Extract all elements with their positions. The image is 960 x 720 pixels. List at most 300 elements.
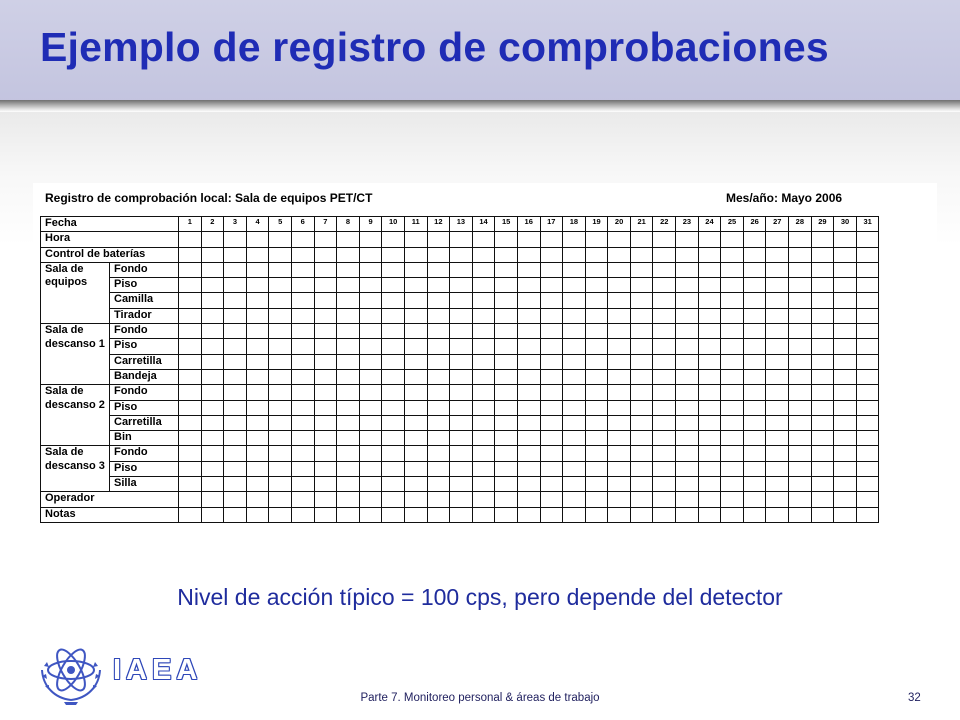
day-cell [585, 507, 608, 522]
day-cell [291, 308, 314, 323]
operador-label: Operador [41, 492, 179, 507]
day-cell [359, 492, 382, 507]
day-number: 16 [517, 217, 540, 232]
day-cell [608, 339, 631, 354]
day-cell [246, 354, 269, 369]
day-cell [563, 232, 586, 247]
day-cell [224, 232, 247, 247]
day-cell [291, 339, 314, 354]
day-cell [789, 385, 812, 400]
day-cell [834, 385, 857, 400]
day-cell [404, 507, 427, 522]
day-cell [382, 308, 405, 323]
day-cell [472, 232, 495, 247]
day-cell [450, 415, 473, 430]
day-cell [630, 262, 653, 277]
day-cell [291, 415, 314, 430]
day-cell [450, 262, 473, 277]
day-cell [834, 308, 857, 323]
day-cell [856, 477, 879, 492]
day-cell [585, 339, 608, 354]
day-cell [721, 477, 744, 492]
day-cell [789, 324, 812, 339]
day-cell [382, 507, 405, 522]
day-cell [246, 324, 269, 339]
day-cell [766, 293, 789, 308]
day-cell [585, 262, 608, 277]
day-cell [540, 492, 563, 507]
day-cell [540, 247, 563, 262]
day-cell [563, 477, 586, 492]
day-cell [540, 232, 563, 247]
footer-text: Parte 7. Monitoreo personal & áreas de trabajo [360, 692, 600, 704]
day-cell [811, 324, 834, 339]
day-cell [337, 415, 360, 430]
day-cell [789, 339, 812, 354]
day-cell [472, 354, 495, 369]
day-cell [269, 262, 292, 277]
day-cell [563, 247, 586, 262]
control-baterias-row [41, 247, 879, 262]
day-cell [427, 324, 450, 339]
day-cell [585, 431, 608, 446]
day-cell [291, 369, 314, 384]
day-cell [721, 431, 744, 446]
day-cell [337, 354, 360, 369]
day-cell [382, 385, 405, 400]
day-cell [608, 400, 631, 415]
day-cell [766, 354, 789, 369]
slide-title: Ejemplo de registro de comprobaciones [40, 24, 829, 70]
day-cell [811, 293, 834, 308]
day-cell [766, 247, 789, 262]
day-cell [472, 308, 495, 323]
day-cell [811, 262, 834, 277]
day-cell [179, 461, 202, 476]
check-row [41, 293, 879, 308]
day-cell [540, 385, 563, 400]
check-log-form [33, 183, 937, 533]
day-number: 14 [472, 217, 495, 232]
day-cell [246, 278, 269, 293]
day-cell [540, 354, 563, 369]
day-cell [743, 400, 766, 415]
day-cell [179, 477, 202, 492]
day-cell [495, 477, 518, 492]
day-cell [291, 492, 314, 507]
day-cell [246, 400, 269, 415]
day-cell [224, 354, 247, 369]
day-cell [698, 308, 721, 323]
day-cell [450, 324, 473, 339]
day-cell [291, 385, 314, 400]
day-cell [201, 507, 224, 522]
day-cell [653, 262, 676, 277]
day-cell [721, 354, 744, 369]
day-cell [676, 477, 699, 492]
day-cell [472, 262, 495, 277]
day-cell [224, 339, 247, 354]
day-cell [246, 247, 269, 262]
check-row [41, 400, 879, 415]
day-cell [179, 232, 202, 247]
day-cell [314, 339, 337, 354]
day-cell [766, 446, 789, 461]
day-cell [269, 492, 292, 507]
day-cell [789, 247, 812, 262]
day-cell [721, 369, 744, 384]
day-cell [563, 507, 586, 522]
day-number: 5 [269, 217, 292, 232]
day-cell [427, 293, 450, 308]
day-cell [337, 308, 360, 323]
day-cell [698, 354, 721, 369]
day-cell [721, 278, 744, 293]
operador-row [41, 492, 879, 507]
day-cell [585, 400, 608, 415]
day-cell [427, 369, 450, 384]
day-cell [608, 278, 631, 293]
day-number: 27 [766, 217, 789, 232]
day-cell [811, 354, 834, 369]
day-cell [856, 278, 879, 293]
day-cell [179, 385, 202, 400]
day-cell [495, 247, 518, 262]
day-cell [789, 369, 812, 384]
day-cell [404, 293, 427, 308]
day-cell [382, 278, 405, 293]
day-cell [698, 293, 721, 308]
day-cell [676, 293, 699, 308]
day-cell [585, 446, 608, 461]
check-item-label: Carretilla [110, 354, 179, 369]
day-cell [450, 492, 473, 507]
check-item-label: Piso [110, 400, 179, 415]
day-cell [246, 507, 269, 522]
day-cell [427, 354, 450, 369]
day-cell [653, 415, 676, 430]
day-cell [314, 446, 337, 461]
day-cell [856, 507, 879, 522]
day-cell [201, 461, 224, 476]
day-cell [517, 400, 540, 415]
day-cell [563, 262, 586, 277]
day-number: 30 [834, 217, 857, 232]
day-cell [608, 232, 631, 247]
day-cell [291, 247, 314, 262]
day-cell [676, 247, 699, 262]
day-cell [698, 400, 721, 415]
day-cell [224, 278, 247, 293]
day-cell [517, 324, 540, 339]
day-cell [721, 232, 744, 247]
day-cell [834, 293, 857, 308]
day-cell [450, 354, 473, 369]
day-cell [450, 400, 473, 415]
day-cell [540, 293, 563, 308]
day-cell [201, 385, 224, 400]
day-cell [608, 369, 631, 384]
day-cell [743, 385, 766, 400]
day-cell [382, 324, 405, 339]
check-row [41, 461, 879, 476]
day-cell [676, 431, 699, 446]
day-cell [269, 385, 292, 400]
day-cell [517, 278, 540, 293]
day-cell [404, 477, 427, 492]
day-cell [540, 446, 563, 461]
day-cell [246, 385, 269, 400]
day-cell [495, 293, 518, 308]
day-cell [698, 324, 721, 339]
day-cell [382, 415, 405, 430]
check-row [41, 369, 879, 384]
day-number: 4 [246, 217, 269, 232]
day-cell [766, 431, 789, 446]
check-item-label: Bandeja [110, 369, 179, 384]
day-cell [540, 308, 563, 323]
day-cell [495, 369, 518, 384]
day-cell [698, 492, 721, 507]
page-number: 32 [908, 692, 921, 704]
day-cell [608, 446, 631, 461]
day-cell [517, 354, 540, 369]
day-cell [246, 492, 269, 507]
day-cell [337, 477, 360, 492]
day-cell [811, 415, 834, 430]
day-cell [314, 247, 337, 262]
day-cell [563, 446, 586, 461]
day-cell [856, 431, 879, 446]
day-cell [721, 339, 744, 354]
day-cell [585, 461, 608, 476]
day-cell [766, 262, 789, 277]
day-number: 29 [811, 217, 834, 232]
day-cell [450, 232, 473, 247]
day-cell [337, 262, 360, 277]
day-cell [834, 278, 857, 293]
day-cell [653, 431, 676, 446]
day-cell [743, 324, 766, 339]
day-cell [472, 339, 495, 354]
day-cell [743, 247, 766, 262]
day-cell [789, 461, 812, 476]
form-title: Registro de comprobación local: Sala de equipos PET/CT [45, 191, 373, 205]
day-cell [427, 247, 450, 262]
day-cell [269, 293, 292, 308]
day-cell [766, 507, 789, 522]
day-cell [359, 400, 382, 415]
day-cell [472, 492, 495, 507]
day-cell [450, 461, 473, 476]
day-cell [743, 446, 766, 461]
area-group-label: Sala de descanso 2 [41, 385, 110, 446]
day-cell [246, 477, 269, 492]
day-cell [404, 461, 427, 476]
check-item-label: Fondo [110, 262, 179, 277]
day-cell [517, 293, 540, 308]
day-number: 25 [721, 217, 744, 232]
day-cell [201, 324, 224, 339]
day-cell [563, 308, 586, 323]
day-cell [743, 369, 766, 384]
day-cell [224, 477, 247, 492]
day-cell [721, 262, 744, 277]
day-cell [359, 385, 382, 400]
day-cell [856, 446, 879, 461]
day-cell [314, 507, 337, 522]
day-cell [472, 507, 495, 522]
day-number: 17 [540, 217, 563, 232]
day-cell [495, 431, 518, 446]
day-cell [495, 446, 518, 461]
day-cell [676, 507, 699, 522]
day-cell [630, 369, 653, 384]
day-cell [179, 492, 202, 507]
day-cell [721, 324, 744, 339]
day-cell [495, 507, 518, 522]
day-cell [427, 339, 450, 354]
day-cell [834, 354, 857, 369]
day-cell [630, 354, 653, 369]
day-cell [224, 492, 247, 507]
day-cell [269, 431, 292, 446]
day-cell [834, 324, 857, 339]
check-item-label: Fondo [110, 446, 179, 461]
day-cell [201, 477, 224, 492]
area-group-label: Sala de descanso 3 [41, 446, 110, 492]
day-cell [811, 385, 834, 400]
day-cell [269, 400, 292, 415]
day-cell [472, 400, 495, 415]
day-cell [450, 507, 473, 522]
day-cell [563, 431, 586, 446]
day-cell [427, 415, 450, 430]
day-cell [359, 354, 382, 369]
day-cell [179, 293, 202, 308]
check-row [41, 308, 879, 323]
day-cell [224, 324, 247, 339]
day-cell [224, 415, 247, 430]
fecha-row [41, 217, 879, 232]
day-cell [789, 232, 812, 247]
day-cell [811, 400, 834, 415]
check-row [41, 278, 879, 293]
day-cell [608, 431, 631, 446]
day-cell [743, 262, 766, 277]
day-cell [630, 293, 653, 308]
day-cell [721, 461, 744, 476]
day-cell [743, 293, 766, 308]
day-cell [585, 278, 608, 293]
day-cell [834, 339, 857, 354]
day-cell [201, 446, 224, 461]
day-cell [540, 507, 563, 522]
day-cell [337, 507, 360, 522]
day-cell [269, 247, 292, 262]
day-cell [314, 385, 337, 400]
day-cell [811, 446, 834, 461]
day-cell [608, 293, 631, 308]
day-cell [811, 477, 834, 492]
day-cell [382, 446, 405, 461]
day-cell [743, 431, 766, 446]
day-cell [540, 461, 563, 476]
day-number: 9 [359, 217, 382, 232]
action-level-note: Nivel de acción típico = 100 cps, pero depende del detector [177, 584, 783, 610]
day-cell [359, 278, 382, 293]
day-cell [653, 247, 676, 262]
day-cell [653, 324, 676, 339]
day-cell [179, 415, 202, 430]
day-cell [856, 400, 879, 415]
check-row [41, 477, 879, 492]
day-cell [856, 324, 879, 339]
day-cell [179, 369, 202, 384]
day-cell [721, 247, 744, 262]
day-cell [314, 324, 337, 339]
day-cell [472, 293, 495, 308]
day-cell [698, 461, 721, 476]
day-cell [427, 308, 450, 323]
day-cell [540, 278, 563, 293]
day-cell [427, 477, 450, 492]
day-cell [676, 354, 699, 369]
day-cell [811, 232, 834, 247]
day-cell [630, 278, 653, 293]
day-cell [427, 385, 450, 400]
day-cell [201, 431, 224, 446]
day-cell [314, 369, 337, 384]
check-item-label: Bin [110, 431, 179, 446]
day-cell [472, 247, 495, 262]
day-cell [450, 446, 473, 461]
day-cell [179, 400, 202, 415]
day-cell [224, 262, 247, 277]
day-cell [337, 385, 360, 400]
day-cell [427, 461, 450, 476]
day-cell [359, 324, 382, 339]
day-cell [653, 400, 676, 415]
day-cell [517, 461, 540, 476]
day-cell [450, 293, 473, 308]
day-cell [540, 369, 563, 384]
day-cell [698, 507, 721, 522]
day-number: 2 [201, 217, 224, 232]
day-cell [359, 477, 382, 492]
day-cell [585, 293, 608, 308]
day-cell [608, 492, 631, 507]
day-cell [676, 385, 699, 400]
day-cell [608, 354, 631, 369]
day-cell [811, 339, 834, 354]
day-cell [359, 262, 382, 277]
day-cell [563, 415, 586, 430]
day-cell [201, 262, 224, 277]
day-cell [450, 278, 473, 293]
day-cell [630, 431, 653, 446]
day-cell [608, 415, 631, 430]
day-cell [246, 308, 269, 323]
day-cell [856, 461, 879, 476]
day-cell [450, 477, 473, 492]
day-cell [472, 446, 495, 461]
day-cell [698, 232, 721, 247]
day-number: 11 [404, 217, 427, 232]
day-cell [179, 247, 202, 262]
day-cell [608, 262, 631, 277]
day-cell [630, 492, 653, 507]
